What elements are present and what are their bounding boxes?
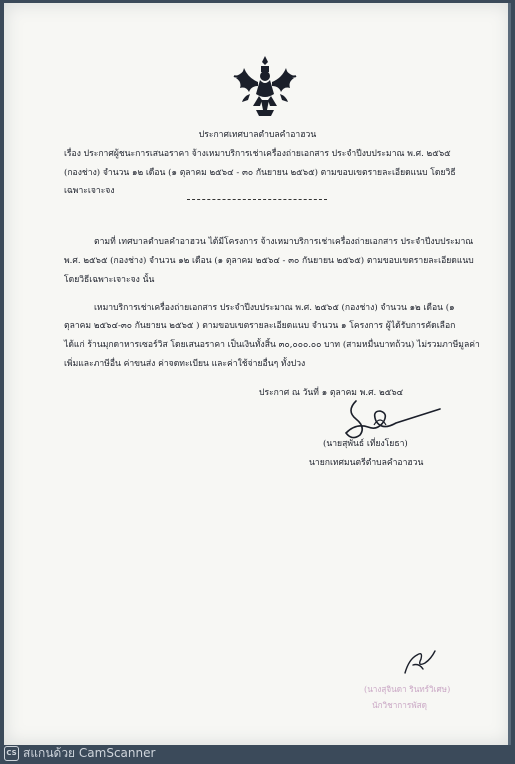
camscanner-watermark [4,744,204,762]
officer-signature [399,645,439,677]
subject-line-2: (กองช่าง) จำนวน ๑๒ เดือน (๑ ตุลาคม ๒๕๖๔ - ๓๐ กันยายน ๒๕๖๕) ตามขอบเขตรายละเอียดแนบ โดยวิธี [64,168,456,178]
paragraph-2-line-3: ได้แก่ ร้านมุกดาหารเซอร์วิส โดยเสนอราคา เป็นเงินทั้งสิ้น ๓๐,๐๐๐.๐๐ บาท (สามหมื่นบาทถ้วน) ไม่รวมภาษีมูลค่า [64,340,480,350]
mayor-title: นายกเทศมนตรีตำบลคำอาฮวน [309,458,424,468]
garuda-emblem-icon [230,50,300,122]
paragraph-2-line-1: เหมาบริการเช่าเครื่องถ่ายเอกสาร ประจำปีงบประมาณ พ.ศ. ๒๕๖๕ (กองช่าง) จำนวน ๑๒ เดือน (๑ [94,303,455,313]
camscanner-logo-icon: CS [4,746,19,761]
mayor-name: (นายสุพันธ์ เที่ยงโยธา) [323,439,408,449]
stamp-name: (นางสุจินดา รินทร์วิเศษ) [364,684,451,694]
paragraph-2-line-4: เพิ่มและภาษีอื่น ค่าขนส่ง ค่าจดทะเบียน และค่าใช้จ่ายอื่นๆ ทั้งปวง [64,359,306,369]
divider [187,199,327,200]
stamp-title: นักวิชาการพัสดุ [372,700,427,710]
paragraph-1-line-2: พ.ศ. ๒๕๖๕ (กองช่าง) จำนวน ๑๒ เดือน (๑ ตุลาคม ๒๕๖๔ - ๓๐ กันยายน ๒๕๖๕) ตามขอบเขตรายละเอียดแนบ [64,256,474,266]
camscanner-label: สแกนด้วย CamScanner [23,745,156,760]
mayor-signature [334,395,444,441]
paragraph-1-line-1: ตามที่ เทศบาลตำบลคำอาฮวน ได้มีโครงการ จ้างเหมาบริการเช่าเครื่องถ่ายเอกสาร ประจำปีงบประมาณ [94,237,474,247]
document-page [4,3,511,745]
announcement-heading: ประกาศเทศบาลตำบลคำอาฮวน [198,130,317,140]
paragraph-1-line-3: โดยวิธีเฉพาะเจาะจง นั้น [64,275,155,285]
subject-line-3: เฉพาะเจาะจง [64,186,115,196]
announcement-date: ประกาศ ณ วันที่ ๑ ตุลาคม พ.ศ. ๒๕๖๔ [259,388,404,398]
page-edge [508,3,511,745]
subject-line-1: เรื่อง ประกาศผู้ชนะการเสนอราคา จ้างเหมาบริการเช่าเครื่องถ่ายเอกสาร ประจำปีงบประมาณ พ.ศ. ๒๕๖๕ [64,149,451,159]
paragraph-2-line-2: ตุลาคม ๒๕๖๔-๓๐ กันยายน ๒๕๖๕ ) ตามขอบเขตรายละเอียดแนบ จำนวน ๑ โครงการ ผู้ได้รับการคัดเลือก [64,321,456,331]
